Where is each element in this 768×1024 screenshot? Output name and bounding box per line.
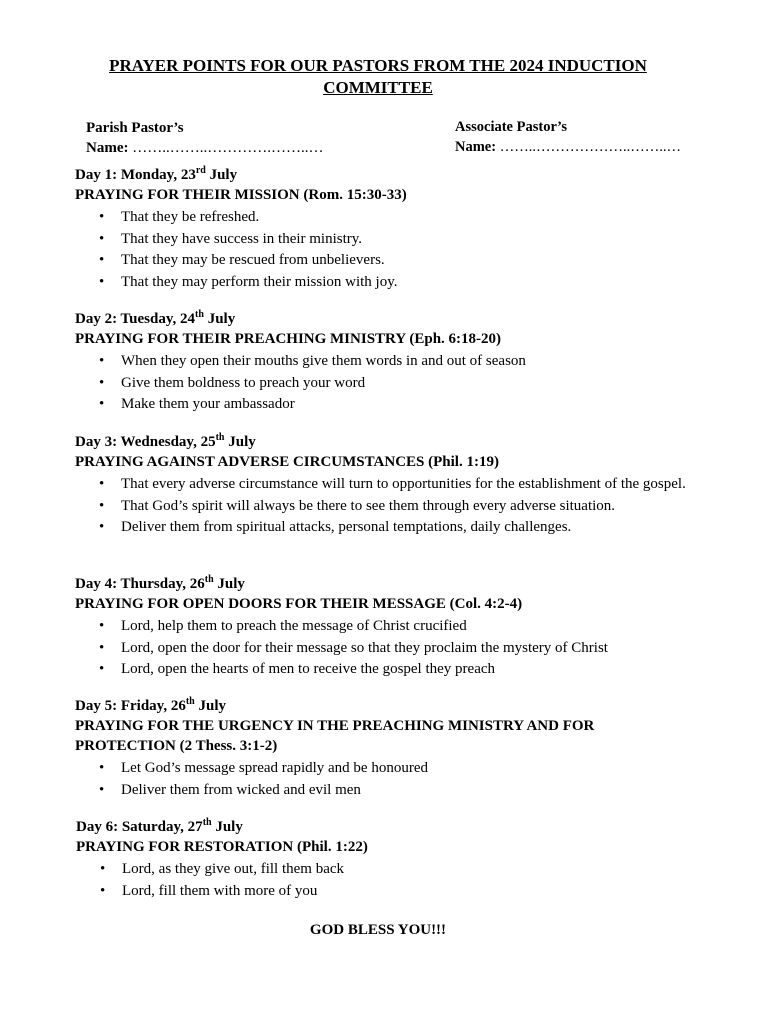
prayer-point-text: Deliver them from wicked and evil men bbox=[121, 781, 361, 798]
prayer-point bbox=[76, 859, 696, 879]
prayer-point-text: That every adverse circumstance will turn to opportunities for the establishment of the gospel. bbox=[121, 476, 686, 492]
bullet-icon: • bbox=[99, 374, 105, 391]
day-section-3 bbox=[75, 432, 695, 539]
day-heading-text: Day 3: Wednesday, 25 bbox=[75, 434, 216, 450]
associate-pastor-name-line bbox=[455, 137, 681, 157]
day-subject: PRAYING AGAINST ADVERSE CIRCUMSTANCES (Phil. 1:19) bbox=[75, 454, 499, 470]
bullet-icon: • bbox=[99, 230, 105, 247]
bullet-icon: • bbox=[99, 209, 105, 225]
prayer-point-text: Lord, help them to preach the message of Christ crucified bbox=[121, 618, 467, 634]
day-heading bbox=[75, 165, 695, 185]
prayer-point-text: That God’s spirit will always be there to see them through every adverse situation. bbox=[121, 497, 616, 514]
bullet-icon: • bbox=[99, 353, 105, 369]
associate-pastor-label: Associate Pastor’s bbox=[455, 119, 568, 135]
day-month: July bbox=[203, 311, 236, 327]
day-section-4 bbox=[75, 574, 695, 681]
day-month: July bbox=[224, 434, 256, 450]
prayer-point bbox=[75, 616, 695, 636]
day-heading bbox=[76, 817, 696, 837]
prayer-point bbox=[75, 780, 695, 800]
day-heading bbox=[75, 309, 695, 329]
associate-pastor-signature bbox=[455, 117, 681, 157]
prayer-point bbox=[75, 758, 695, 778]
prayer-point-text: Deliver them from spiritual attacks, personal temptations, daily challenges. bbox=[121, 519, 572, 536]
prayer-point bbox=[76, 881, 696, 901]
day-month: July bbox=[205, 167, 238, 183]
prayer-point bbox=[75, 496, 695, 516]
day-heading-text: Day 4: Thursday, 26 bbox=[75, 576, 205, 592]
prayer-point bbox=[75, 517, 695, 537]
day-subject: PRAYING FOR THEIR PREACHING MINISTRY (Eph. 6:18-20) bbox=[75, 331, 502, 347]
bullet-icon: • bbox=[99, 396, 105, 413]
prayer-point bbox=[75, 250, 695, 270]
parish-pastor-signature bbox=[86, 118, 323, 158]
closing-blessing: GOD BLESS YOU!!! bbox=[309, 922, 447, 938]
day-ordinal-suffix: th bbox=[195, 309, 204, 320]
day-section-6 bbox=[76, 817, 696, 902]
day-ordinal-suffix: th bbox=[202, 817, 212, 828]
prayer-point-text: Lord, open the hearts of men to receive the gospel they preach bbox=[121, 661, 496, 678]
bullet-icon: • bbox=[99, 618, 105, 634]
prayer-point-list bbox=[75, 351, 695, 414]
bullet-icon: • bbox=[99, 497, 105, 514]
prayer-point bbox=[75, 272, 695, 292]
prayer-point-text: That they may perform their mission with joy. bbox=[121, 273, 398, 290]
day-heading bbox=[75, 574, 695, 594]
bullet-icon: • bbox=[99, 476, 105, 492]
prayer-point bbox=[75, 474, 695, 494]
day-heading-text: Day 1: Monday, 23 bbox=[75, 167, 196, 183]
bullet-icon: • bbox=[99, 781, 105, 798]
day-heading bbox=[75, 432, 695, 452]
bullet-icon: • bbox=[99, 661, 105, 678]
prayer-point-text: That they may be rescued from unbelievers. bbox=[121, 252, 385, 269]
prayer-point bbox=[75, 638, 695, 658]
prayer-point bbox=[75, 351, 695, 371]
parish-pastor-label: Parish Pastor’s bbox=[86, 120, 184, 136]
bullet-icon: • bbox=[99, 252, 105, 269]
prayer-point-text: Lord, open the door for their message so that they proclaim the mystery of Christ bbox=[121, 639, 608, 656]
day-heading-text: Day 5: Friday, 26 bbox=[75, 698, 186, 714]
document-title: PRAYER POINTS FOR OUR PASTORS FROM THE 2024 INDUCTION COMMITTEE bbox=[109, 56, 647, 97]
prayer-point-text: When they open their mouths give them words in and out of season bbox=[121, 353, 526, 369]
day-subject: PRAYING FOR OPEN DOORS FOR THEIR MESSAGE (Col. 4:2-4) bbox=[75, 596, 523, 612]
day-heading bbox=[75, 696, 695, 716]
prayer-point-list bbox=[75, 616, 695, 679]
bullet-icon: • bbox=[99, 760, 105, 776]
prayer-point-text: Let God’s message spread rapidly and be honoured bbox=[121, 760, 428, 776]
day-ordinal-suffix: th bbox=[204, 574, 214, 585]
day-section-5 bbox=[75, 696, 695, 801]
prayer-point-list bbox=[75, 207, 695, 292]
day-ordinal-suffix: th bbox=[185, 696, 195, 707]
associate-pastor-name-label: Name: bbox=[455, 139, 497, 155]
day-subject: PRAYING FOR THEIR MISSION (Rom. 15:30-33) bbox=[75, 187, 407, 203]
day-ordinal-suffix: rd bbox=[195, 165, 206, 176]
prayer-point bbox=[75, 207, 695, 227]
prayer-point-text: Make them your ambassador bbox=[121, 396, 295, 413]
day-heading-text: Day 6: Saturday, 27 bbox=[76, 819, 203, 835]
bullet-icon: • bbox=[100, 882, 106, 899]
parish-pastor-name-line bbox=[86, 138, 323, 158]
prayer-point-list bbox=[76, 859, 696, 901]
day-section-1 bbox=[75, 165, 695, 293]
day-subject: PRAYING FOR RESTORATION (Phil. 1:22) bbox=[76, 839, 368, 855]
day-section-2 bbox=[75, 309, 695, 416]
day-subject: PRAYING FOR THE URGENCY IN THE PREACHING MINISTRY AND FOR PROTECTION (2 Thess. 3:1-2) bbox=[75, 718, 595, 754]
day-ordinal-suffix: th bbox=[215, 432, 225, 443]
prayer-point-text: Lord, as they give out, fill them back bbox=[122, 861, 345, 877]
day-month: July bbox=[211, 819, 243, 835]
day-month: July bbox=[213, 576, 245, 592]
day-month: July bbox=[194, 698, 227, 714]
prayer-point bbox=[75, 373, 695, 393]
prayer-point-text: That they be refreshed. bbox=[121, 209, 260, 225]
parish-pastor-name-label: Name: bbox=[86, 140, 129, 156]
prayer-point bbox=[75, 229, 695, 249]
prayer-point-text: Give them boldness to preach your word bbox=[121, 374, 366, 391]
prayer-point bbox=[75, 394, 695, 414]
bullet-icon: • bbox=[100, 861, 106, 877]
associate-pastor-name-blank: ……..………………..……..… bbox=[499, 139, 681, 155]
bullet-icon: • bbox=[99, 639, 105, 656]
prayer-point-text: That they have success in their ministry. bbox=[121, 230, 363, 247]
day-heading-text: Day 2: Tuesday, 24 bbox=[75, 311, 196, 327]
prayer-point-text: Lord, fill them with more of you bbox=[122, 882, 318, 899]
prayer-point-list bbox=[75, 474, 695, 537]
prayer-point bbox=[75, 659, 695, 679]
bullet-icon: • bbox=[99, 273, 105, 290]
prayer-point-list bbox=[75, 758, 695, 800]
bullet-icon: • bbox=[99, 519, 105, 536]
parish-pastor-name-blank: ……..……..………….……..… bbox=[132, 140, 324, 156]
